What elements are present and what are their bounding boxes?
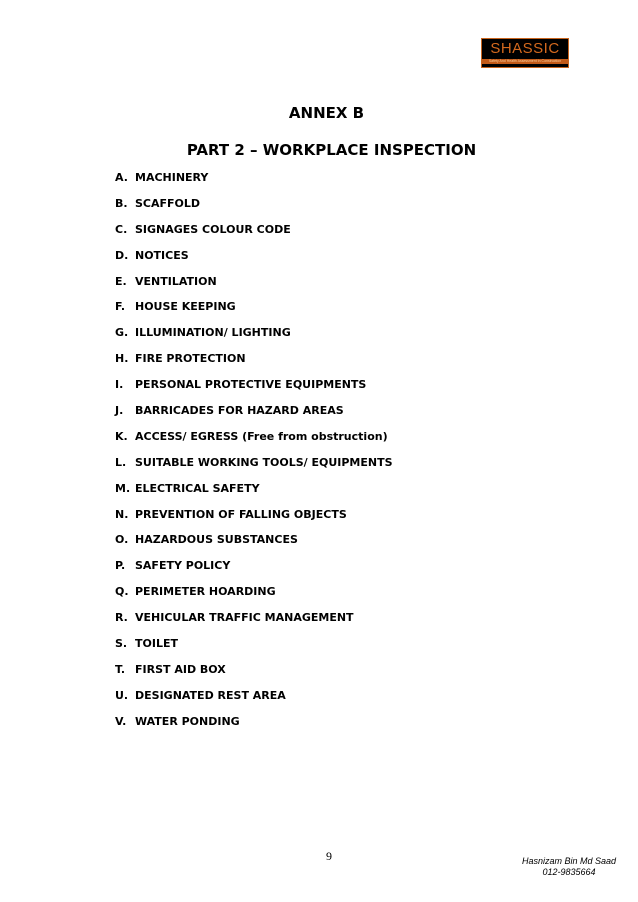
- item-text: NOTICES: [135, 248, 189, 262]
- shassic-logo: [481, 38, 569, 68]
- item-letter: R.: [115, 611, 128, 625]
- list-item: [115, 248, 393, 274]
- item-text: FIRST AID BOX: [135, 662, 226, 676]
- list-item: [115, 688, 393, 714]
- item-letter: P.: [115, 559, 126, 573]
- item-letter: C.: [115, 222, 128, 236]
- list-item: [115, 481, 393, 507]
- item-text: SUITABLE WORKING TOOLS/ EQUIPMENTS: [135, 455, 393, 469]
- item-text: PREVENTION OF FALLING OBJECTS: [135, 507, 347, 521]
- list-item: [115, 222, 393, 248]
- item-letter: Q.: [115, 585, 129, 599]
- item-letter: O.: [115, 533, 129, 547]
- item-text: VENTILATION: [135, 274, 217, 288]
- item-letter: K.: [115, 429, 128, 443]
- item-letter: B.: [115, 196, 128, 210]
- item-text: ILLUMINATION/ LIGHTING: [135, 326, 291, 340]
- list-item: [115, 714, 393, 740]
- item-letter: L.: [115, 455, 127, 469]
- item-text: BARRICADES FOR HAZARD AREAS: [135, 404, 344, 418]
- list-item: [115, 662, 393, 688]
- item-letter: J.: [115, 404, 124, 418]
- item-text: SCAFFOLD: [135, 196, 201, 210]
- item-letter: G.: [115, 326, 129, 340]
- item-text: DESIGNATED REST AREA: [135, 688, 286, 702]
- logo-name: SHASSIC: [490, 40, 560, 57]
- list-item: [115, 325, 393, 351]
- footer-author: Hasnizam Bin Md Saad: [521, 856, 616, 866]
- item-text: TOILET: [135, 637, 178, 651]
- logo-tagline: Safety And Health Assessment In Construction: [488, 59, 562, 63]
- item-letter: V.: [115, 714, 127, 728]
- item-text: ACCESS/ EGRESS (Free from obstruction): [135, 429, 388, 443]
- item-text: WATER PONDING: [135, 714, 240, 728]
- item-text: PERIMETER HOARDING: [135, 585, 276, 599]
- list-item: [115, 196, 393, 222]
- list-item: [115, 507, 393, 533]
- item-text: HOUSE KEEPING: [135, 300, 236, 314]
- item-text: SAFETY POLICY: [135, 559, 231, 573]
- list-item: [115, 558, 393, 584]
- item-letter: N.: [115, 507, 129, 521]
- item-letter: U.: [115, 688, 129, 702]
- list-item: [115, 299, 393, 325]
- item-letter: T.: [115, 662, 126, 676]
- item-letter: A.: [115, 171, 128, 184]
- list-item: [115, 636, 393, 662]
- list-item: [115, 455, 393, 481]
- item-letter: S.: [115, 637, 128, 651]
- list-item: [115, 532, 393, 558]
- logo-tagline-band: [482, 59, 568, 64]
- list-item: [115, 584, 393, 610]
- item-text: HAZARDOUS SUBSTANCES: [135, 533, 298, 547]
- footer-phone: 012-9835664: [542, 867, 596, 877]
- list-item: [115, 274, 393, 300]
- footer-author-block: [522, 856, 616, 878]
- annex-title: ANNEX B: [288, 104, 365, 122]
- item-text: ELECTRICAL SAFETY: [135, 481, 260, 495]
- item-text: PERSONAL PROTECTIVE EQUIPMENTS: [135, 378, 367, 392]
- list-item: [115, 610, 393, 636]
- list-item: [115, 403, 393, 429]
- item-text: VEHICULAR TRAFFIC MANAGEMENT: [135, 611, 354, 625]
- part-title: PART 2 – WORKPLACE INSPECTION: [186, 141, 477, 159]
- list-item: [115, 351, 393, 377]
- inspection-list: [115, 170, 393, 740]
- list-item: [115, 377, 393, 403]
- item-letter: E.: [115, 274, 127, 288]
- item-text: FIRE PROTECTION: [135, 352, 246, 366]
- item-text: SIGNAGES COLOUR CODE: [135, 222, 291, 236]
- list-item: [115, 170, 393, 196]
- item-letter: M.: [115, 481, 131, 495]
- item-letter: I.: [115, 378, 124, 392]
- item-letter: H.: [115, 352, 129, 366]
- item-letter: D.: [115, 248, 129, 262]
- item-letter: F.: [115, 300, 126, 314]
- item-text: MACHINERY: [135, 171, 209, 184]
- page-number: 9: [326, 849, 332, 863]
- list-item: [115, 429, 393, 455]
